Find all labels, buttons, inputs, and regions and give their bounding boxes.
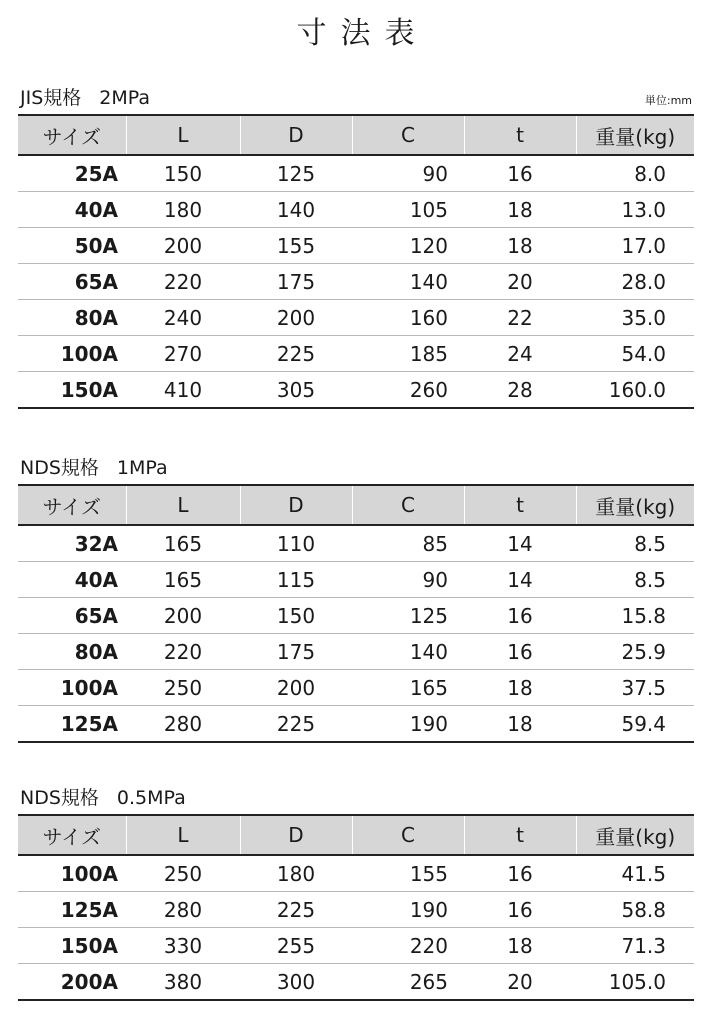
cell-weight: 15.8: [576, 598, 694, 634]
cell-l: 165: [126, 562, 240, 598]
cell-d: 225: [240, 892, 352, 928]
column-header-t: t: [464, 815, 576, 855]
cell-l: 330: [126, 928, 240, 964]
cell-t: 16: [464, 892, 576, 928]
table-row: [18, 525, 694, 562]
column-header-l: L: [126, 815, 240, 855]
cell-c: 125: [352, 598, 464, 634]
dimension-table: [18, 484, 694, 743]
table-row: [18, 155, 694, 192]
cell-t: 18: [464, 928, 576, 964]
column-header-size: サイズ: [18, 485, 126, 525]
cell-weight: 41.5: [576, 855, 694, 892]
pressure-label: 2MPa: [99, 87, 151, 109]
cell-l: 240: [126, 300, 240, 336]
cell-size: 40A: [18, 192, 126, 228]
cell-size: 125A: [18, 706, 126, 743]
cell-t: 14: [464, 525, 576, 562]
cell-t: 22: [464, 300, 576, 336]
cell-d: 150: [240, 598, 352, 634]
cell-c: 140: [352, 634, 464, 670]
cell-d: 200: [240, 670, 352, 706]
cell-c: 90: [352, 155, 464, 192]
cell-l: 380: [126, 964, 240, 1001]
cell-l: 280: [126, 892, 240, 928]
section-title: [20, 783, 186, 810]
standard-label: JIS規格: [20, 87, 82, 109]
table-row: [18, 598, 694, 634]
cell-t: 20: [464, 264, 576, 300]
cell-l: 150: [126, 155, 240, 192]
column-header-c: C: [352, 485, 464, 525]
cell-d: 255: [240, 928, 352, 964]
cell-l: 200: [126, 228, 240, 264]
cell-c: 220: [352, 928, 464, 964]
table-row: [18, 264, 694, 300]
table-row: [18, 372, 694, 409]
column-header-weight: 重量(kg): [576, 115, 694, 155]
table-header-row: [18, 485, 694, 525]
column-header-l: L: [126, 485, 240, 525]
section-header: [18, 80, 694, 114]
cell-t: 16: [464, 855, 576, 892]
cell-t: 20: [464, 964, 576, 1001]
dimension-table: [18, 114, 694, 409]
cell-c: 190: [352, 892, 464, 928]
unit-label: 単位:mm: [644, 94, 692, 107]
cell-c: 190: [352, 706, 464, 743]
cell-t: 28: [464, 372, 576, 409]
cell-c: 260: [352, 372, 464, 409]
section-jis-2mpa: [18, 80, 694, 409]
standard-label: NDS規格: [20, 457, 99, 479]
cell-l: 220: [126, 634, 240, 670]
column-header-weight: 重量(kg): [576, 485, 694, 525]
cell-d: 110: [240, 525, 352, 562]
page-title: 寸法表: [296, 16, 429, 51]
column-header-d: D: [240, 485, 352, 525]
cell-weight: 35.0: [576, 300, 694, 336]
cell-size: 50A: [18, 228, 126, 264]
cell-d: 125: [240, 155, 352, 192]
table-row: [18, 670, 694, 706]
cell-l: 165: [126, 525, 240, 562]
cell-l: 270: [126, 336, 240, 372]
table-row: [18, 562, 694, 598]
cell-weight: 17.0: [576, 228, 694, 264]
cell-weight: 8.5: [576, 525, 694, 562]
cell-l: 180: [126, 192, 240, 228]
cell-size: 40A: [18, 562, 126, 598]
table-row: [18, 855, 694, 892]
section-nds-0-5mpa: [18, 780, 694, 1001]
cell-c: 185: [352, 336, 464, 372]
cell-l: 220: [126, 264, 240, 300]
table-row: [18, 964, 694, 1001]
cell-weight: 8.0: [576, 155, 694, 192]
column-header-d: D: [240, 815, 352, 855]
cell-c: 90: [352, 562, 464, 598]
column-header-t: t: [464, 485, 576, 525]
cell-size: 32A: [18, 525, 126, 562]
cell-c: 85: [352, 525, 464, 562]
pressure-label: 1MPa: [116, 457, 168, 479]
cell-d: 200: [240, 300, 352, 336]
cell-c: 160: [352, 300, 464, 336]
cell-size: 100A: [18, 336, 126, 372]
cell-l: 410: [126, 372, 240, 409]
cell-c: 105: [352, 192, 464, 228]
cell-weight: 58.8: [576, 892, 694, 928]
cell-t: 16: [464, 598, 576, 634]
cell-weight: 59.4: [576, 706, 694, 743]
cell-t: 18: [464, 192, 576, 228]
cell-c: 120: [352, 228, 464, 264]
cell-weight: 8.5: [576, 562, 694, 598]
table-row: [18, 928, 694, 964]
cell-l: 250: [126, 855, 240, 892]
section-header: [18, 780, 694, 814]
cell-d: 305: [240, 372, 352, 409]
cell-c: 155: [352, 855, 464, 892]
cell-size: 65A: [18, 264, 126, 300]
dimension-table: [18, 814, 694, 1001]
cell-size: 125A: [18, 892, 126, 928]
cell-size: 80A: [18, 300, 126, 336]
cell-size: 100A: [18, 855, 126, 892]
cell-d: 225: [240, 706, 352, 743]
column-header-size: サイズ: [18, 115, 126, 155]
cell-d: 115: [240, 562, 352, 598]
cell-t: 16: [464, 155, 576, 192]
cell-l: 250: [126, 670, 240, 706]
column-header-d: D: [240, 115, 352, 155]
table-row: [18, 336, 694, 372]
cell-size: 150A: [18, 928, 126, 964]
cell-c: 140: [352, 264, 464, 300]
cell-t: 24: [464, 336, 576, 372]
section-nds-1mpa: [18, 450, 694, 743]
column-header-c: C: [352, 815, 464, 855]
cell-t: 18: [464, 706, 576, 743]
column-header-l: L: [126, 115, 240, 155]
cell-weight: 71.3: [576, 928, 694, 964]
cell-weight: 160.0: [576, 372, 694, 409]
column-header-c: C: [352, 115, 464, 155]
cell-d: 175: [240, 264, 352, 300]
cell-t: 18: [464, 228, 576, 264]
cell-t: 14: [464, 562, 576, 598]
section-header: [18, 450, 694, 484]
table-header-row: [18, 815, 694, 855]
cell-weight: 28.0: [576, 264, 694, 300]
table-row: [18, 892, 694, 928]
table-row: [18, 192, 694, 228]
cell-d: 180: [240, 855, 352, 892]
column-header-size: サイズ: [18, 815, 126, 855]
cell-size: 150A: [18, 372, 126, 409]
cell-d: 300: [240, 964, 352, 1001]
cell-c: 265: [352, 964, 464, 1001]
cell-size: 80A: [18, 634, 126, 670]
cell-weight: 13.0: [576, 192, 694, 228]
table-header-row: [18, 115, 694, 155]
cell-size: 200A: [18, 964, 126, 1001]
cell-weight: 54.0: [576, 336, 694, 372]
cell-l: 200: [126, 598, 240, 634]
cell-l: 280: [126, 706, 240, 743]
cell-d: 140: [240, 192, 352, 228]
section-title: [20, 83, 150, 110]
table-row: [18, 634, 694, 670]
cell-weight: 25.9: [576, 634, 694, 670]
cell-size: 65A: [18, 598, 126, 634]
standard-label: NDS規格: [20, 787, 99, 809]
cell-d: 175: [240, 634, 352, 670]
cell-weight: 105.0: [576, 964, 694, 1001]
cell-d: 225: [240, 336, 352, 372]
cell-t: 18: [464, 670, 576, 706]
cell-weight: 37.5: [576, 670, 694, 706]
column-header-weight: 重量(kg): [576, 815, 694, 855]
cell-c: 165: [352, 670, 464, 706]
pressure-label: 0.5MPa: [116, 787, 186, 809]
column-header-t: t: [464, 115, 576, 155]
table-row: [18, 228, 694, 264]
section-title: [20, 453, 168, 480]
cell-size: 25A: [18, 155, 126, 192]
cell-d: 155: [240, 228, 352, 264]
cell-t: 16: [464, 634, 576, 670]
table-row: [18, 706, 694, 743]
table-row: [18, 300, 694, 336]
cell-size: 100A: [18, 670, 126, 706]
